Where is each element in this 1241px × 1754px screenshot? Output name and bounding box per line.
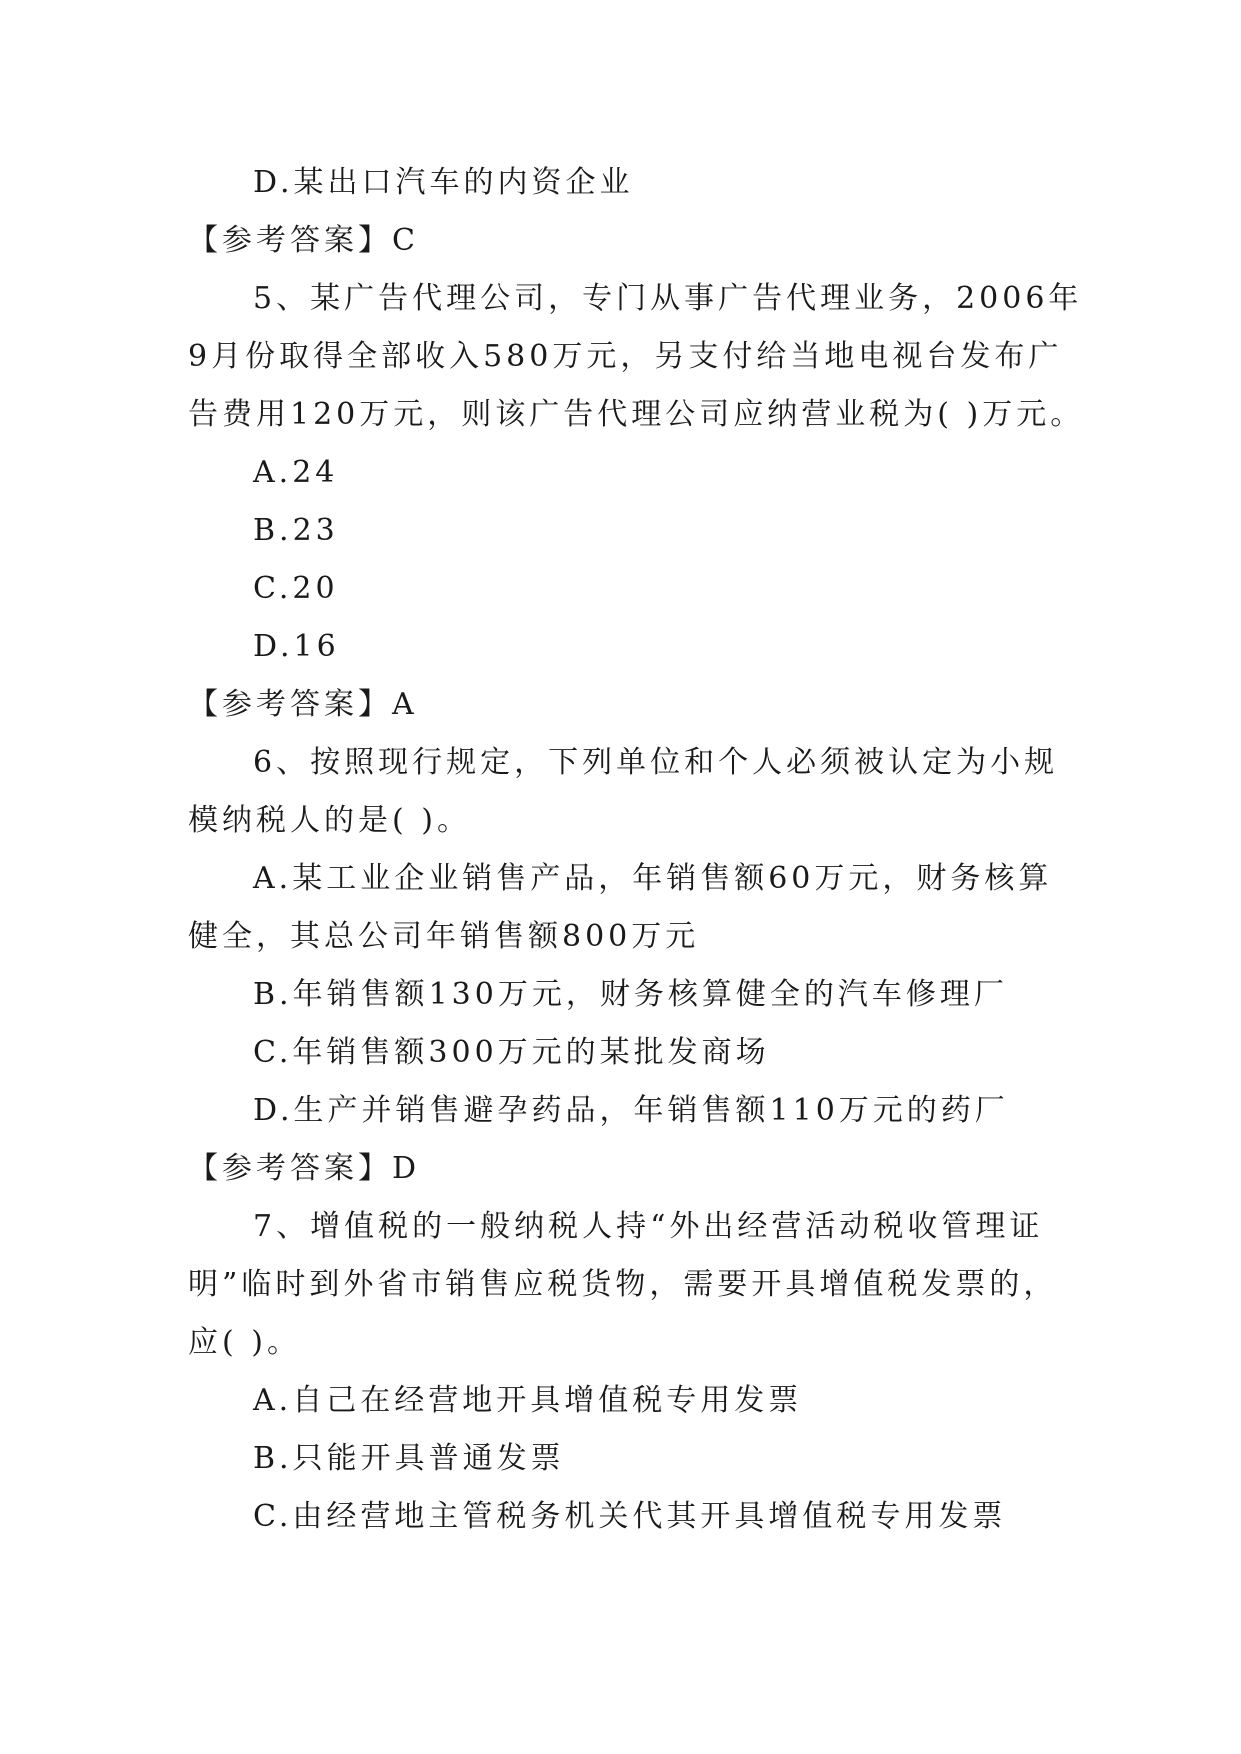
- q5-option-b: B.23: [253, 513, 339, 548]
- q5-stem-line-1: 5、某广告代理公司，专门从事广告代理业务，2006年: [253, 281, 1083, 316]
- q7-option-c: C.由经营地主管税务机关代其开具增值税专用发票: [253, 1499, 1007, 1534]
- q6-answer: 【参考答案】D: [188, 1151, 421, 1186]
- q6-stem-line-2: 模纳税人的是( )。: [188, 803, 471, 838]
- q6-stem-line-1: 6、按照现行规定，下列单位和个人必须被认定为小规: [253, 745, 1059, 780]
- q6-option-a-line-2: 健全，其总公司年销售额800万元: [188, 919, 700, 954]
- q4-answer: 【参考答案】C: [188, 223, 419, 258]
- q6-option-d: D.生产并销售避孕药品，年销售额110万元的药厂: [253, 1093, 1009, 1128]
- q6-option-b: B.年销售额130万元，财务核算健全的汽车修理厂: [253, 977, 1008, 1012]
- q5-stem-line-2: 9月份取得全部收入580万元，另支付给当地电视台发布广: [188, 339, 1063, 374]
- q7-option-a: A.自己在经营地开具增值税专用发票: [253, 1383, 803, 1418]
- q5-stem-line-3: 告费用120万元，则该广告代理公司应纳营业税为( )万元。: [188, 397, 1085, 432]
- q5-answer: 【参考答案】A: [188, 687, 418, 722]
- q7-option-b: B.只能开具普通发票: [253, 1441, 565, 1476]
- q7-stem-line-1: 7、增值税的一般纳税人持“外出经营活动税收管理证: [253, 1209, 1044, 1244]
- q7-stem-line-3: 应( )。: [188, 1325, 301, 1360]
- q5-option-d: D.16: [253, 629, 340, 664]
- q7-stem-line-2: 明”临时到外省市销售应税货物，需要开具增值税发票的，: [188, 1267, 1058, 1302]
- q4-option-d: D.某出口汽车的内资企业: [253, 165, 634, 200]
- q6-option-a-line-1: A.某工业企业销售产品，年销售额60万元，财务核算: [253, 861, 1053, 896]
- q5-option-a: A.24: [253, 455, 339, 490]
- q6-option-c: C.年销售额300万元的某批发商场: [253, 1035, 770, 1070]
- q5-option-c: C.20: [253, 571, 339, 606]
